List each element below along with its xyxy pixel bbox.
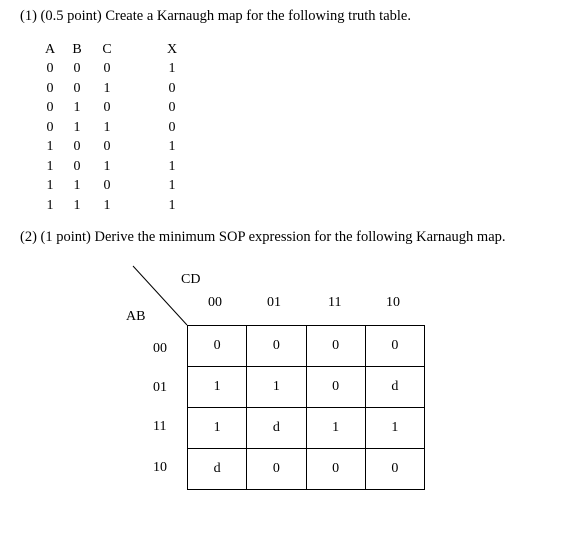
- kmap-grid: [187, 325, 425, 490]
- truth-table-cell: 0: [73, 61, 81, 76]
- truth-table-header: A: [44, 42, 56, 57]
- kmap-cell: 1: [188, 367, 247, 408]
- truth-table-cell: 1: [168, 139, 176, 154]
- truth-table-cell: 1: [73, 178, 81, 193]
- truth-table-cell: 1: [168, 178, 176, 193]
- kmap-cell: 0: [306, 367, 365, 408]
- truth-table-cell: 0: [168, 80, 176, 96]
- truth-table-cell: 1: [73, 100, 81, 115]
- kmap-cell: 0: [306, 449, 365, 490]
- kmap-row-variable: AB: [126, 309, 146, 324]
- truth-table-cell: 0: [103, 178, 111, 193]
- truth-table-cell: 0: [73, 139, 81, 154]
- kmap-row: [188, 408, 425, 449]
- truth-table-header: X: [166, 42, 178, 57]
- truth-table-cell: 0: [103, 139, 111, 154]
- truth-table-header: C: [102, 42, 112, 57]
- kmap-cell: 0: [306, 326, 365, 367]
- truth-table-cell: 0: [73, 158, 81, 174]
- truth-table-cell: 0: [46, 100, 54, 115]
- truth-table-cell: 0: [103, 61, 111, 76]
- kmap-column-label: 01: [267, 295, 281, 310]
- kmap-row: [188, 326, 425, 367]
- truth-table-cell: 0: [73, 80, 81, 96]
- truth-table-cell: 0: [46, 80, 54, 96]
- kmap-row-label: 10: [153, 460, 167, 475]
- truth-table-cell: 1: [168, 158, 176, 174]
- truth-table-cell: 0: [168, 100, 176, 115]
- truth-table-cell: 1: [168, 61, 176, 76]
- truth-table-cell: 0: [46, 119, 54, 135]
- kmap-cell: 1: [247, 367, 306, 408]
- truth-table-cell: 0: [168, 119, 176, 135]
- kmap-column-label: 11: [328, 295, 342, 310]
- kmap-row-label: 00: [153, 341, 167, 356]
- kmap-row: [188, 367, 425, 408]
- truth-table-cell: 1: [73, 119, 81, 135]
- kmap-cell: 1: [188, 408, 247, 449]
- truth-table-cell: 1: [46, 158, 54, 174]
- truth-table-header: B: [72, 42, 82, 57]
- truth-table-cell: 0: [103, 100, 111, 115]
- truth-table-cell: 1: [46, 178, 54, 193]
- kmap-column-label: 00: [208, 295, 222, 310]
- kmap-cell: 0: [247, 326, 306, 367]
- question-1-text: (1) (0.5 point) Create a Karnaugh map for the following truth table.: [20, 8, 411, 24]
- kmap-cell: 0: [365, 326, 424, 367]
- kmap-cell: d: [247, 408, 306, 449]
- truth-table-cell: 1: [103, 197, 111, 213]
- kmap-cell: 0: [247, 449, 306, 490]
- kmap-column-label: 10: [386, 295, 400, 310]
- kmap-cell: 1: [365, 408, 424, 449]
- truth-table-cell: 1: [103, 119, 111, 135]
- kmap-column-variable: CD: [181, 272, 201, 287]
- kmap-cell: 1: [306, 408, 365, 449]
- kmap-cell: 0: [365, 449, 424, 490]
- kmap-cell: d: [188, 449, 247, 490]
- truth-table-cell: 0: [46, 61, 54, 76]
- truth-table-cell: 1: [103, 80, 111, 96]
- truth-table-cell: 1: [73, 197, 81, 213]
- kmap-row-label: 01: [153, 380, 167, 395]
- kmap-row-label: 11: [153, 419, 167, 434]
- kmap-row: [188, 449, 425, 490]
- truth-table-cell: 1: [46, 197, 54, 213]
- kmap-cell: d: [365, 367, 424, 408]
- question-2-text: (2) (1 point) Derive the minimum SOP expression for the following Karnaugh map.: [20, 229, 506, 245]
- truth-table-cell: 1: [168, 197, 176, 213]
- truth-table-cell: 1: [103, 158, 111, 174]
- truth-table-cell: 1: [46, 139, 54, 154]
- kmap-cell: 0: [188, 326, 247, 367]
